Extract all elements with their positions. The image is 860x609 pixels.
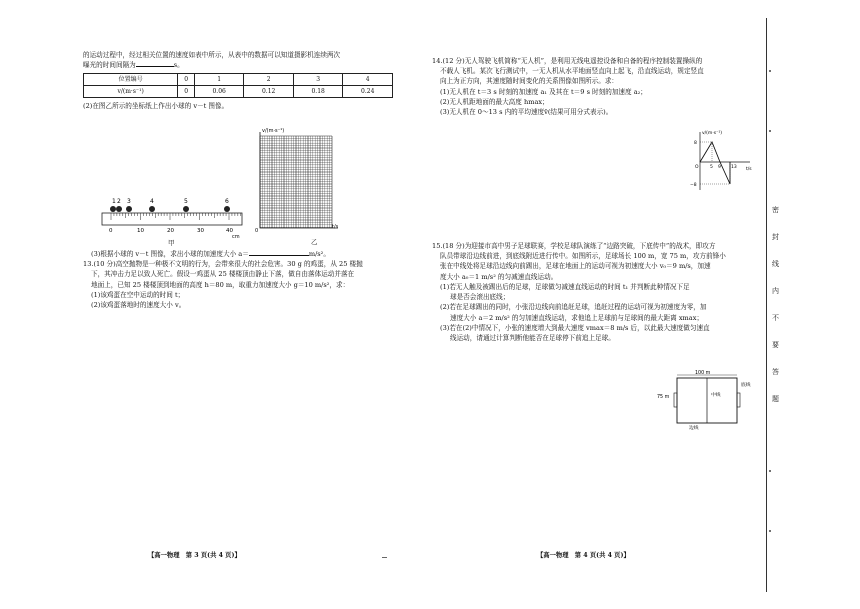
ball-label-5: 5: [184, 198, 188, 205]
binding-hole: [769, 130, 771, 132]
ball: [224, 206, 230, 212]
vt-xlabel: t/s: [746, 167, 752, 172]
table-cell: 2: [244, 74, 294, 86]
ball: [183, 206, 189, 212]
vt-origin: O: [695, 165, 699, 170]
binding-hole: [769, 470, 771, 472]
table-cell: 4: [343, 74, 393, 86]
problem-15-block: [432, 241, 762, 343]
problem-15-q3b: 线运动，请通过计算判断他能否在足球停下前追上足球。: [450, 333, 615, 342]
answer-blank-acceleration: [249, 249, 309, 256]
grid-origin: 0: [255, 228, 259, 234]
field-side-line-label: 边线: [689, 426, 699, 430]
ruler-tick-0: 0: [109, 228, 113, 234]
problem-15-line-4: 度大小 a₀＝1 m/s² 的匀减速直线运动。: [440, 272, 558, 281]
table-cell: v/(m·s⁻¹): [84, 86, 178, 98]
ball-label-4: 4: [150, 198, 154, 205]
problem-13-line-3: 地面上，已知 25 楼楼顶到地面的高度 h＝80 m，取重力加速度大小 g＝10 m/s²，求：: [91, 280, 350, 289]
intro-line-2-text: 曝光的时间间隔为: [83, 61, 136, 70]
velocity-table: [83, 73, 393, 98]
vt-y-top: 8: [694, 141, 697, 146]
ruler-ticks: [111, 213, 241, 220]
vt-line: [700, 142, 730, 184]
table-cell: 0.06: [194, 86, 244, 98]
goal-right: [737, 393, 740, 407]
field-center-line-label: 中线: [711, 393, 721, 398]
binding-margin-char: 线: [772, 260, 779, 268]
binding-margin-char: 不: [772, 314, 779, 322]
grid-ylabel: v/(m·s⁻¹): [262, 128, 285, 134]
vt-ylabel: v/(m·s⁻¹): [702, 131, 723, 136]
problem-13-line-2: 下，其冲击力足以致人死亡。假设一鸡蛋从 25 楼楼顶由静止下落，做自由落体运动并落在: [91, 270, 355, 279]
table-cell: 0.24: [343, 86, 393, 98]
field-length-label: 100 m: [695, 371, 711, 376]
ball-label-2: 2: [117, 198, 121, 205]
ball-label-1: 1: [112, 198, 116, 205]
grid-lines: [260, 132, 338, 228]
table-row-position: [84, 74, 393, 86]
left-page-column: [83, 50, 415, 112]
table-cell: 0: [178, 86, 195, 98]
problem-15-q2a: (2)若在足球踢出的同时，小张沿边线向前追赶足球，追赶过程的运动可视为初速度为零，加: [440, 303, 707, 312]
football-field-figure: [655, 366, 755, 430]
table-cell: 0.12: [244, 86, 294, 98]
left-lower-block: [83, 249, 415, 310]
question-12-3-unit: m/s²。: [308, 250, 330, 258]
divider-mark: [382, 557, 387, 558]
problem-15-q2b: 速度大小 a＝2 m/s² 的匀加速直线运动，求他追上足球前与足球间的最大距离 xmax；: [450, 313, 704, 322]
figure-label-jia: 甲: [168, 239, 175, 247]
problem-13-q2: (2)该鸡蛋落地时的速度大小 v。: [91, 301, 186, 310]
binding-margin-char: 内: [772, 287, 779, 295]
problem-14-line-3: 向上为正方向，其速度随时间变化的关系图像如图所示。求：: [440, 77, 619, 86]
balls: [110, 206, 230, 212]
ball: [149, 206, 155, 212]
intro-line-2: [83, 60, 415, 70]
ruler-unit: cm: [232, 234, 240, 240]
vt-graph-figure: [688, 128, 760, 194]
ball: [110, 206, 116, 212]
problem-13-q1: (1)该鸡蛋在空中运动的时间 t；: [91, 290, 185, 299]
ruler-tick-20: 20: [167, 228, 174, 234]
grid-xlabel: t/s: [332, 224, 339, 230]
binding-hole: [769, 530, 771, 532]
intro-line-2-unit: s。: [173, 61, 184, 70]
problem-15-line-2: 队员带球沿边线前进，到底线附近进行传中。如图所示，足球场长 100 m，宽 75 m，攻方前锋小: [440, 252, 726, 261]
ball-labels: [112, 198, 229, 205]
table-cell: 0.18: [293, 86, 343, 98]
table-row-velocity: [84, 86, 393, 98]
problem-14-q3: (3)无人机在 0～13 s 内的平均速度v̄(结果可用分式表示)。: [440, 108, 613, 117]
binding-margin-char: 题: [772, 395, 779, 403]
table-cell: 0: [178, 74, 195, 86]
vt-y-bottom: −8: [690, 183, 697, 188]
problem-15-q3a: (3)若在(2)中情况下，小张的速度增大到最大速度 vmax＝8 m/s 后，以此最大速度做匀速直: [440, 323, 710, 332]
vt-tick-9: 9: [718, 165, 721, 170]
grid-figure: [252, 126, 342, 238]
ruler-tick-10: 10: [137, 228, 144, 234]
question-12-3-text: (3)根据小球的 v－t 图像，求出小球的加速度大小 a＝: [91, 250, 249, 258]
footer-page-3: 【高一物理 第 3 页(共 4 页)】: [148, 552, 241, 559]
problem-15-line-1: 15.(18 分)为迎接市高中男子足球联赛，学校足球队演练了“边路突破，下底传中”的战术，即攻方: [432, 242, 716, 250]
binding-margin-char: 密: [772, 206, 779, 214]
binding-margin-char: 封: [772, 233, 779, 241]
ruler-tick-40: 40: [226, 228, 233, 234]
table-cell: 位置编号: [84, 74, 178, 86]
ball: [126, 206, 132, 212]
table-cell: 1: [194, 74, 244, 86]
field-goal-line-label: 底线: [741, 383, 751, 388]
footer-page-4: 【高一物理 第 4 页(共 4 页)】: [537, 552, 630, 559]
binding-margin-line: [766, 18, 767, 592]
problem-15-line-3: 张在中线处将足球沿边线向前踢出，足球在地面上的运动可视为初速度大小 v₀＝9 m/s，加速: [440, 262, 711, 271]
table-cell: 3: [293, 74, 343, 86]
ball: [116, 206, 122, 212]
answer-blank-interval: [136, 60, 174, 67]
goal-left: [674, 393, 677, 407]
vt-tick-5: 5: [710, 165, 713, 170]
ruler-figure: [100, 194, 250, 242]
question-12-2: (2)在图乙所示的坐标纸上作出小球的 v－t 图像。: [83, 102, 229, 111]
problem-14-line-1: 14.(12 分)无人驾驶飞机简称“无人机”，是利用无线电遥控设备和自备的程序控制装置操纵的: [432, 57, 703, 65]
intro-line-1: 的运动过程中，经过相关位置的速度如表中所示，从表中的数据可以知道摄影机连续两次: [83, 51, 341, 59]
ball-label-6: 6: [225, 198, 229, 205]
binding-hole: [769, 70, 771, 72]
field-width-label: 75 m: [657, 395, 670, 400]
problem-13-line-1: 13.(10 分)高空抛物是一种极不文明的行为，会带来很大的社会危害。30 g 的鸡蛋，从 25 楼抛: [83, 260, 363, 269]
problem-14-q1: (1)无人机在 t＝3 s 时刻的加速度 a₁ 及其在 t＝9 s 时刻的加速度 a₂；: [440, 87, 647, 96]
problem-14-line-2: 不载人飞机。某次飞行测试中，一无人机从水平地面竖直向上起飞，沿直线运动，规定竖直: [440, 67, 704, 76]
binding-margin-char: 要: [772, 341, 779, 349]
ball-label-3: 3: [127, 198, 131, 205]
ruler-tick-30: 30: [197, 228, 204, 234]
vt-tick-13: 13: [731, 165, 737, 170]
problem-15-q1a: (1)若无人触及被踢出后的足球，足球做匀减速直线运动的时间 t₁ 并判断此种情况下足: [440, 282, 690, 291]
figure-label-yi: 乙: [311, 238, 318, 246]
problem-14-q2: (2)无人机距地面的最大高度 hmax；: [440, 97, 549, 106]
problem-15-q1b: 球是否会滚出底线；: [450, 293, 510, 302]
question-12-3: [83, 249, 415, 259]
binding-margin-char: 答: [772, 368, 779, 376]
right-page-column: [432, 56, 762, 117]
